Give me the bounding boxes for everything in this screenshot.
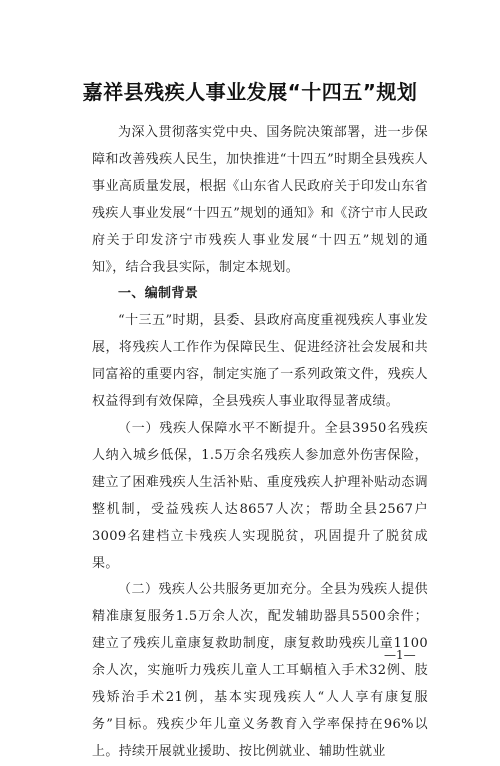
section-paragraph-background: “十三五”时期，县委、县政府高度重视残疾人事业发展，将残疾人工作作为保障民生、促进经济社会发展和共同富裕的重要内容，制定实施了一系列政策文件，残疾人权益得到有效保障，全县残疾人事业取得显著成绩。 [92, 313, 428, 410]
subsection-paragraph-services [92, 577, 428, 765]
section-heading-background: 一、编制背景 [118, 286, 199, 302]
document-title: 嘉祥县残疾人事业发展“十四五”规划 [82, 80, 418, 104]
subsection-text-services: 全县为残疾人提供精准康复服务1.5万余人次，配发辅助器具5500余件；建立了残疾儿童康复救助制度，康复救助残疾儿童1100余人次，实施听力残疾儿童人工耳蜗植入手术32例、肢残矫治手术21例，基本实现残疾人“人人享有康复服务”目标。残疾少年儿童义务教育入学率保持在96%以上。持续开展就业援助、按比例就业、辅助性就业 [92, 582, 428, 759]
page-number: —1— [384, 648, 416, 662]
subsection-paragraph-security [92, 416, 428, 577]
intro-paragraph: 为深入贯彻落实党中央、国务院决策部署，进一步保障和改善残疾人民生，加快推进“十四五”时期全县残疾人事业高质量发展，根据《山东省人民政府关于印发山东省残疾人事业发展“十四五”规划的通知》和《济宁市人民政府关于印发济宁市残疾人事业发展“十四五”规划的通知》，结合我县实际，制定本规划。 [92, 125, 428, 275]
subsection-text-security: 全县3950名残疾人纳入城乡低保，1.5万余名残疾人参加意外伤害保险，建立了困难残疾人生活补贴、重度残疾人护理补贴动态调整机制，受益残疾人达8657人次；帮助全县2567户3009名建档立卡残疾人实现脱贫，巩固提升了脱贫成果。 [92, 420, 428, 571]
subsection-lead-security: （一）残疾人保障水平不断提升。 [118, 420, 325, 436]
document-body [92, 120, 428, 766]
subsection-lead-services: （二）残疾人公共服务更加充分。 [118, 582, 321, 598]
